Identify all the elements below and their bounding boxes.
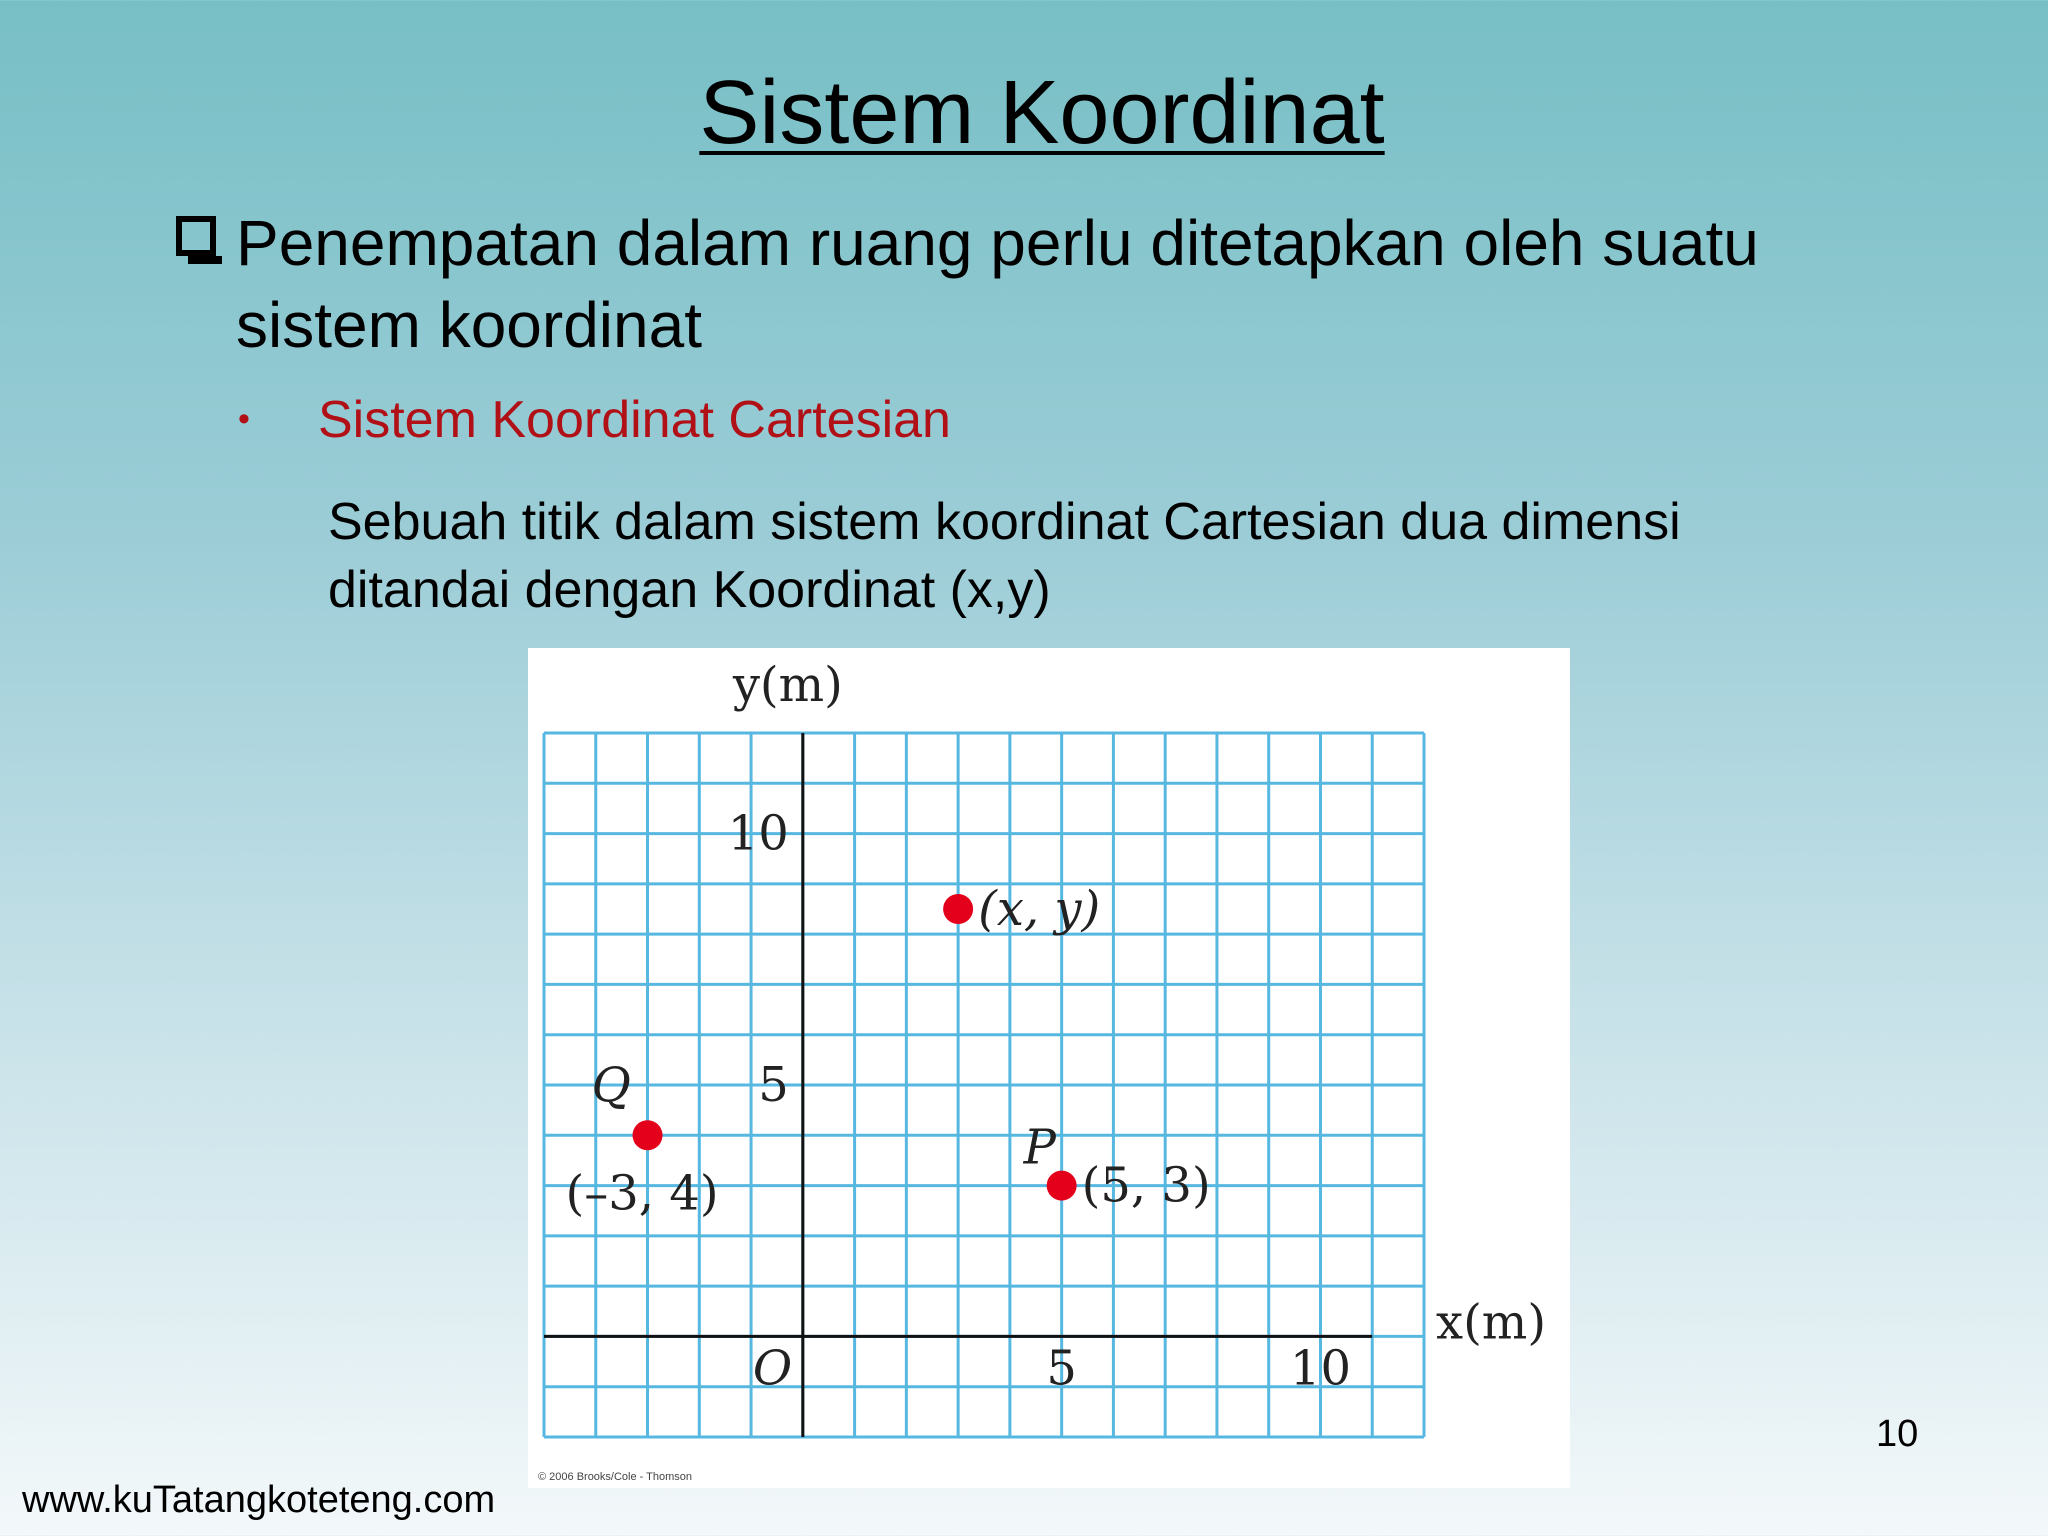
point-coordinate-label: (5, 3) [1081,1157,1211,1214]
data-point [943,894,973,924]
sub-bullet-point [238,388,951,452]
data-point [633,1120,663,1150]
grid-lines [544,733,1424,1437]
point-coordinate-label: (x, y) [978,881,1101,937]
point-coordinate-label: (–3, 4) [565,1165,719,1222]
round-bullet-icon: • [238,400,250,438]
point-name-label: Q [591,1057,631,1114]
slide-title: Sistem Koordinat [699,63,1385,163]
main-bullet-text: Penempatan dalam ruang perlu ditetapkan oleh suatu sistem koordinat [236,207,1759,361]
page-number: 10 [1876,1413,1919,1455]
y-tick-label: 5 [758,1057,789,1113]
description-text: Sebuah titik dalam sistem koordinat Cartesian dua dimensi ditandai dengan Koordinat (x,y) [328,493,1681,619]
x-tick-label: 10 [1289,1340,1352,1397]
main-bullet-point [172,202,1902,366]
coordinate-figure [528,648,1570,1488]
website-url: www.kuTatangkoteteng.com [22,1479,496,1521]
x-tick-label: 5 [1046,1340,1077,1397]
sub-bullet-text: Sistem Koordinat Cartesian [318,391,951,449]
x-axis-label: x(m) [1436,1294,1547,1351]
y-tick-label: 10 [727,805,789,862]
hollow-square-bullet-icon [176,216,216,256]
point-name-label: P [1023,1119,1056,1176]
cartesian-grid-chart [528,648,1570,1488]
y-axis-label: y(m) [732,657,843,713]
coordinate-axes [544,657,1546,1437]
figure-credit: © 2006 Brooks/Cole - Thomson [538,1471,693,1483]
origin-label: O [752,1340,793,1397]
